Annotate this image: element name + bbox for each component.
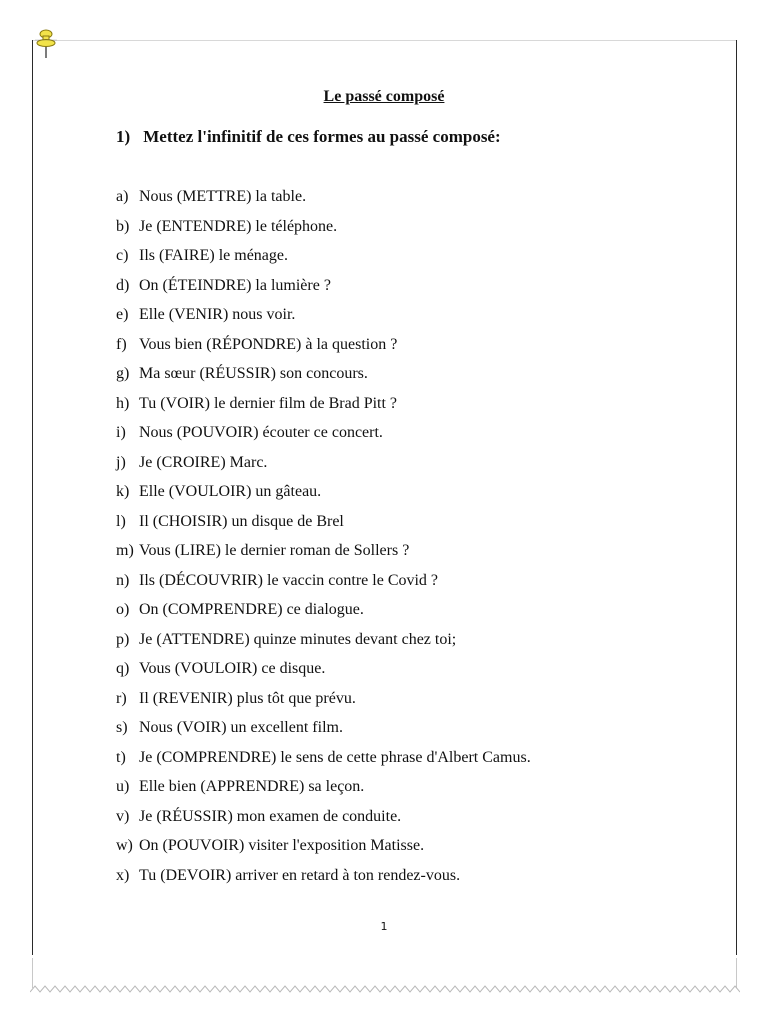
- exercise-item: [116, 540, 531, 570]
- exercise-item: [116, 186, 531, 216]
- exercise-text: Ils (FAIRE) le ménage.: [139, 247, 288, 264]
- exercise-letter: n): [116, 571, 130, 589]
- page-top-border: [33, 40, 737, 41]
- exercise-letter: d): [116, 276, 130, 294]
- exercise-letter: j): [116, 453, 126, 471]
- exercise-item: [116, 363, 531, 393]
- exercise-instruction: [116, 127, 501, 147]
- exercise-letter: p): [116, 630, 130, 648]
- exercise-item: [116, 717, 531, 747]
- exercise-letter: u): [116, 778, 130, 795]
- exercise-item: [116, 245, 531, 275]
- exercise-letter: l): [116, 512, 126, 530]
- exercise-list: [116, 186, 531, 894]
- exercise-text: Nous (METTRE) la table.: [139, 188, 307, 205]
- exercise-item: [116, 688, 531, 718]
- torn-edge-divider: [30, 982, 740, 996]
- exercise-text: Ils (DÉCOUVRIR) le vaccin contre le Covid ?: [139, 571, 439, 589]
- exercise-text: Vous bien (RÉPONDRE) à la question ?: [139, 335, 398, 353]
- exercise-item: [116, 511, 531, 541]
- exercise-text: Je (ENTENDRE) le téléphone.: [139, 217, 338, 235]
- page-left-border: [32, 40, 33, 955]
- exercise-item: [116, 747, 531, 777]
- exercise-letter: r): [116, 689, 127, 707]
- exercise-letter: m): [116, 542, 134, 559]
- exercise-letter: h): [116, 394, 130, 412]
- exercise-text: Nous (VOIR) un excellent film.: [139, 719, 343, 736]
- exercise-item: [116, 658, 531, 688]
- exercise-text: On (COMPRENDRE) ce dialogue.: [139, 601, 364, 618]
- page-title: Le passé composé: [323, 88, 445, 105]
- exercise-letter: b): [116, 217, 130, 235]
- exercise-text: Vous (LIRE) le dernier roman de Sollers ?: [139, 542, 410, 559]
- exercise-text: On (ÉTEINDRE) la lumière ?: [139, 276, 331, 294]
- exercise-text: Je (CROIRE) Marc.: [139, 453, 268, 471]
- exercise-text: Vous (VOULOIR) ce disque.: [139, 660, 326, 677]
- exercise-text: Nous (POUVOIR) écouter ce concert.: [139, 424, 383, 441]
- exercise-text: Je (COMPRENDRE) le sens de cette phrase d'Albert Camus.: [139, 748, 531, 766]
- exercise-item: [116, 216, 531, 246]
- exercise-letter: g): [116, 365, 130, 382]
- exercise-letter: v): [116, 807, 130, 825]
- exercise-text: Tu (VOIR) le dernier film de Brad Pitt ?: [139, 394, 398, 412]
- exercise-item: [116, 304, 531, 334]
- exercise-letter: k): [116, 483, 130, 500]
- exercise-letter: o): [116, 601, 130, 618]
- exercise-letter: s): [116, 719, 128, 736]
- exercise-letter: c): [116, 247, 129, 264]
- exercise-item: [116, 835, 531, 865]
- exercise-letter: e): [116, 306, 129, 323]
- page-number: 1: [380, 920, 388, 933]
- instruction-text: Mettez l'infinitif de ces formes au passé composé:: [143, 127, 501, 146]
- exercise-letter: f): [116, 335, 127, 353]
- exercise-item: [116, 275, 531, 305]
- exercise-text: Elle bien (APPRENDRE) sa leçon.: [139, 778, 365, 795]
- exercise-item: [116, 481, 531, 511]
- exercise-item: [116, 422, 531, 452]
- exercise-item: [116, 865, 531, 895]
- exercise-item: [116, 599, 531, 629]
- exercise-item: [116, 334, 531, 364]
- exercise-letter: a): [116, 188, 129, 205]
- exercise-text: Il (CHOISIR) un disque de Brel: [139, 512, 344, 530]
- exercise-item: [116, 393, 531, 423]
- exercise-item: [116, 570, 531, 600]
- page-right-border: [736, 40, 737, 955]
- exercise-text: On (POUVOIR) visiter l'exposition Matisse.: [139, 837, 425, 854]
- exercise-item: [116, 629, 531, 659]
- pushpin-icon: [33, 28, 59, 60]
- exercise-text: Tu (DEVOIR) arriver en retard à ton rendez-vous.: [139, 866, 461, 884]
- exercise-text: Elle (VOULOIR) un gâteau.: [139, 483, 322, 500]
- exercise-text: Elle (VENIR) nous voir.: [139, 306, 296, 323]
- exercise-letter: q): [116, 660, 130, 677]
- exercise-item: [116, 776, 531, 806]
- exercise-text: Il (REVENIR) plus tôt que prévu.: [139, 689, 356, 707]
- exercise-text: Je (ATTENDRE) quinze minutes devant chez toi;: [139, 630, 457, 648]
- exercise-letter: i): [116, 424, 126, 441]
- exercise-letter: w): [116, 837, 133, 854]
- exercise-text: Ma sœur (RÉUSSIR) son concours.: [139, 365, 368, 382]
- exercise-text: Je (RÉUSSIR) mon examen de conduite.: [139, 807, 402, 825]
- exercise-letter: t): [116, 748, 126, 766]
- exercise-letter: x): [116, 866, 130, 884]
- exercise-item: [116, 452, 531, 482]
- exercise-item: [116, 806, 531, 836]
- instruction-number: 1): [116, 127, 131, 146]
